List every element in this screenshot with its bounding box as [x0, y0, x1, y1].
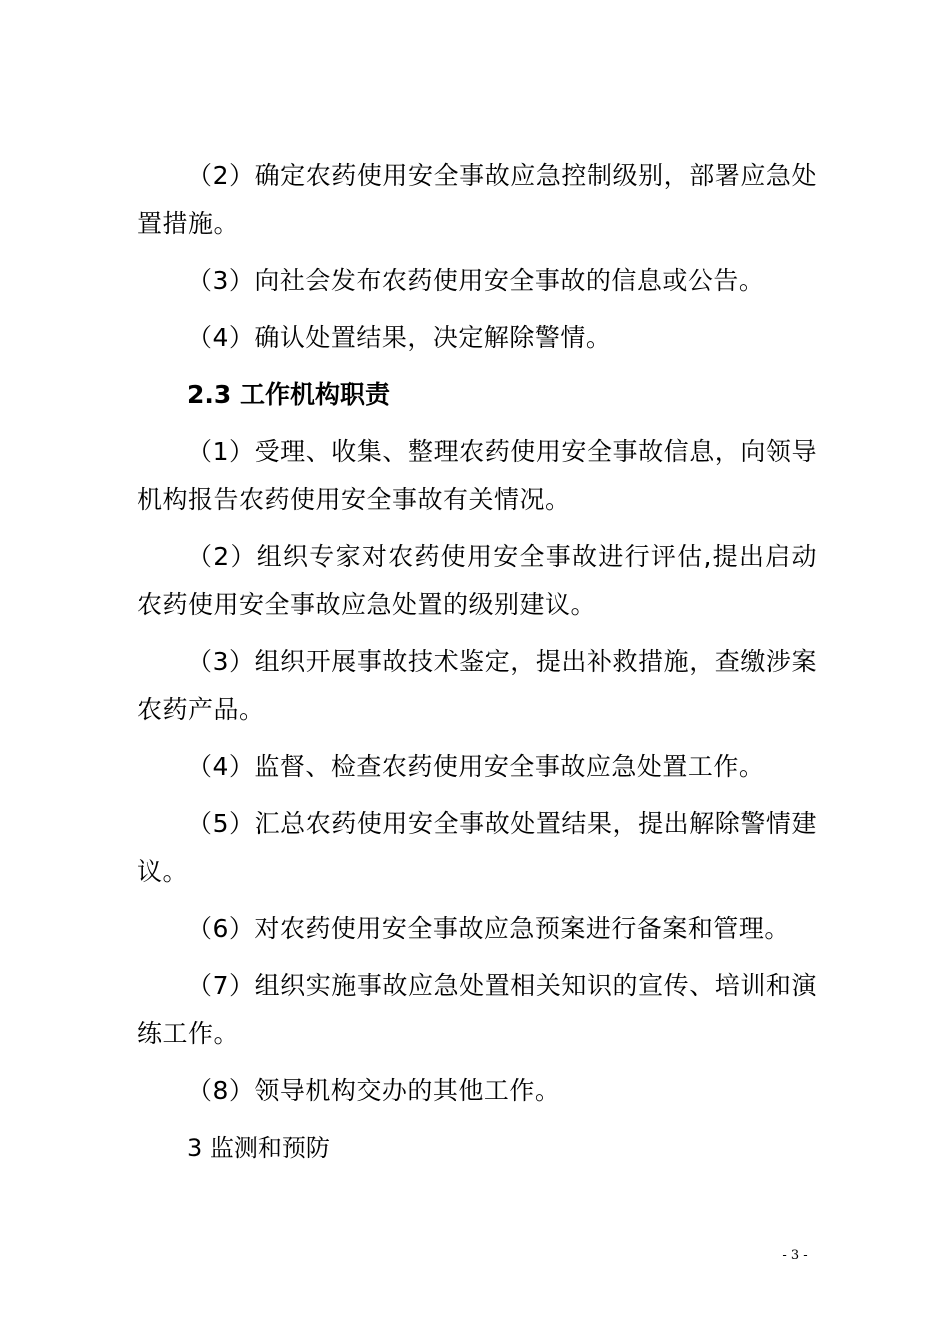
paragraph: （6）对农药使用安全事故应急预案进行备案和管理。	[187, 914, 790, 943]
paragraph: （2）组织专家对农药使用安全事故进行评估,提出启动农药使用安全事故应急处置的级别建议。	[137, 542, 817, 619]
paragraph: （4）监督、检查农药使用安全事故应急处置工作。	[187, 752, 765, 781]
paragraph: （3）向社会发布农药使用安全事故的信息或公告。	[187, 266, 765, 295]
section-heading: 2.3 工作机构职责	[187, 380, 390, 409]
section-title: 3 监测和预防	[187, 1134, 330, 1162]
paragraph: （3）组织开展事故技术鉴定，提出补救措施，查缴涉案农药产品。	[137, 647, 817, 724]
page-number: - 3 -	[782, 1248, 808, 1263]
paragraph: （7）组织实施事故应急处置相关知识的宣传、培训和演练工作。	[137, 971, 817, 1048]
paragraph: （8）领导机构交办的其他工作。	[187, 1076, 561, 1105]
paragraph: （5）汇总农药使用安全事故处置结果，提出解除警情建议。	[137, 809, 817, 886]
document-body	[137, 152, 817, 1181]
paragraph: （4）确认处置结果，决定解除警情。	[187, 323, 612, 352]
paragraph: （1）受理、收集、整理农药使用安全事故信息，向领导机构报告农药使用安全事故有关情况。	[137, 437, 817, 514]
paragraph: （2）确定农药使用安全事故应急控制级别，部署应急处置措施。	[137, 161, 817, 238]
